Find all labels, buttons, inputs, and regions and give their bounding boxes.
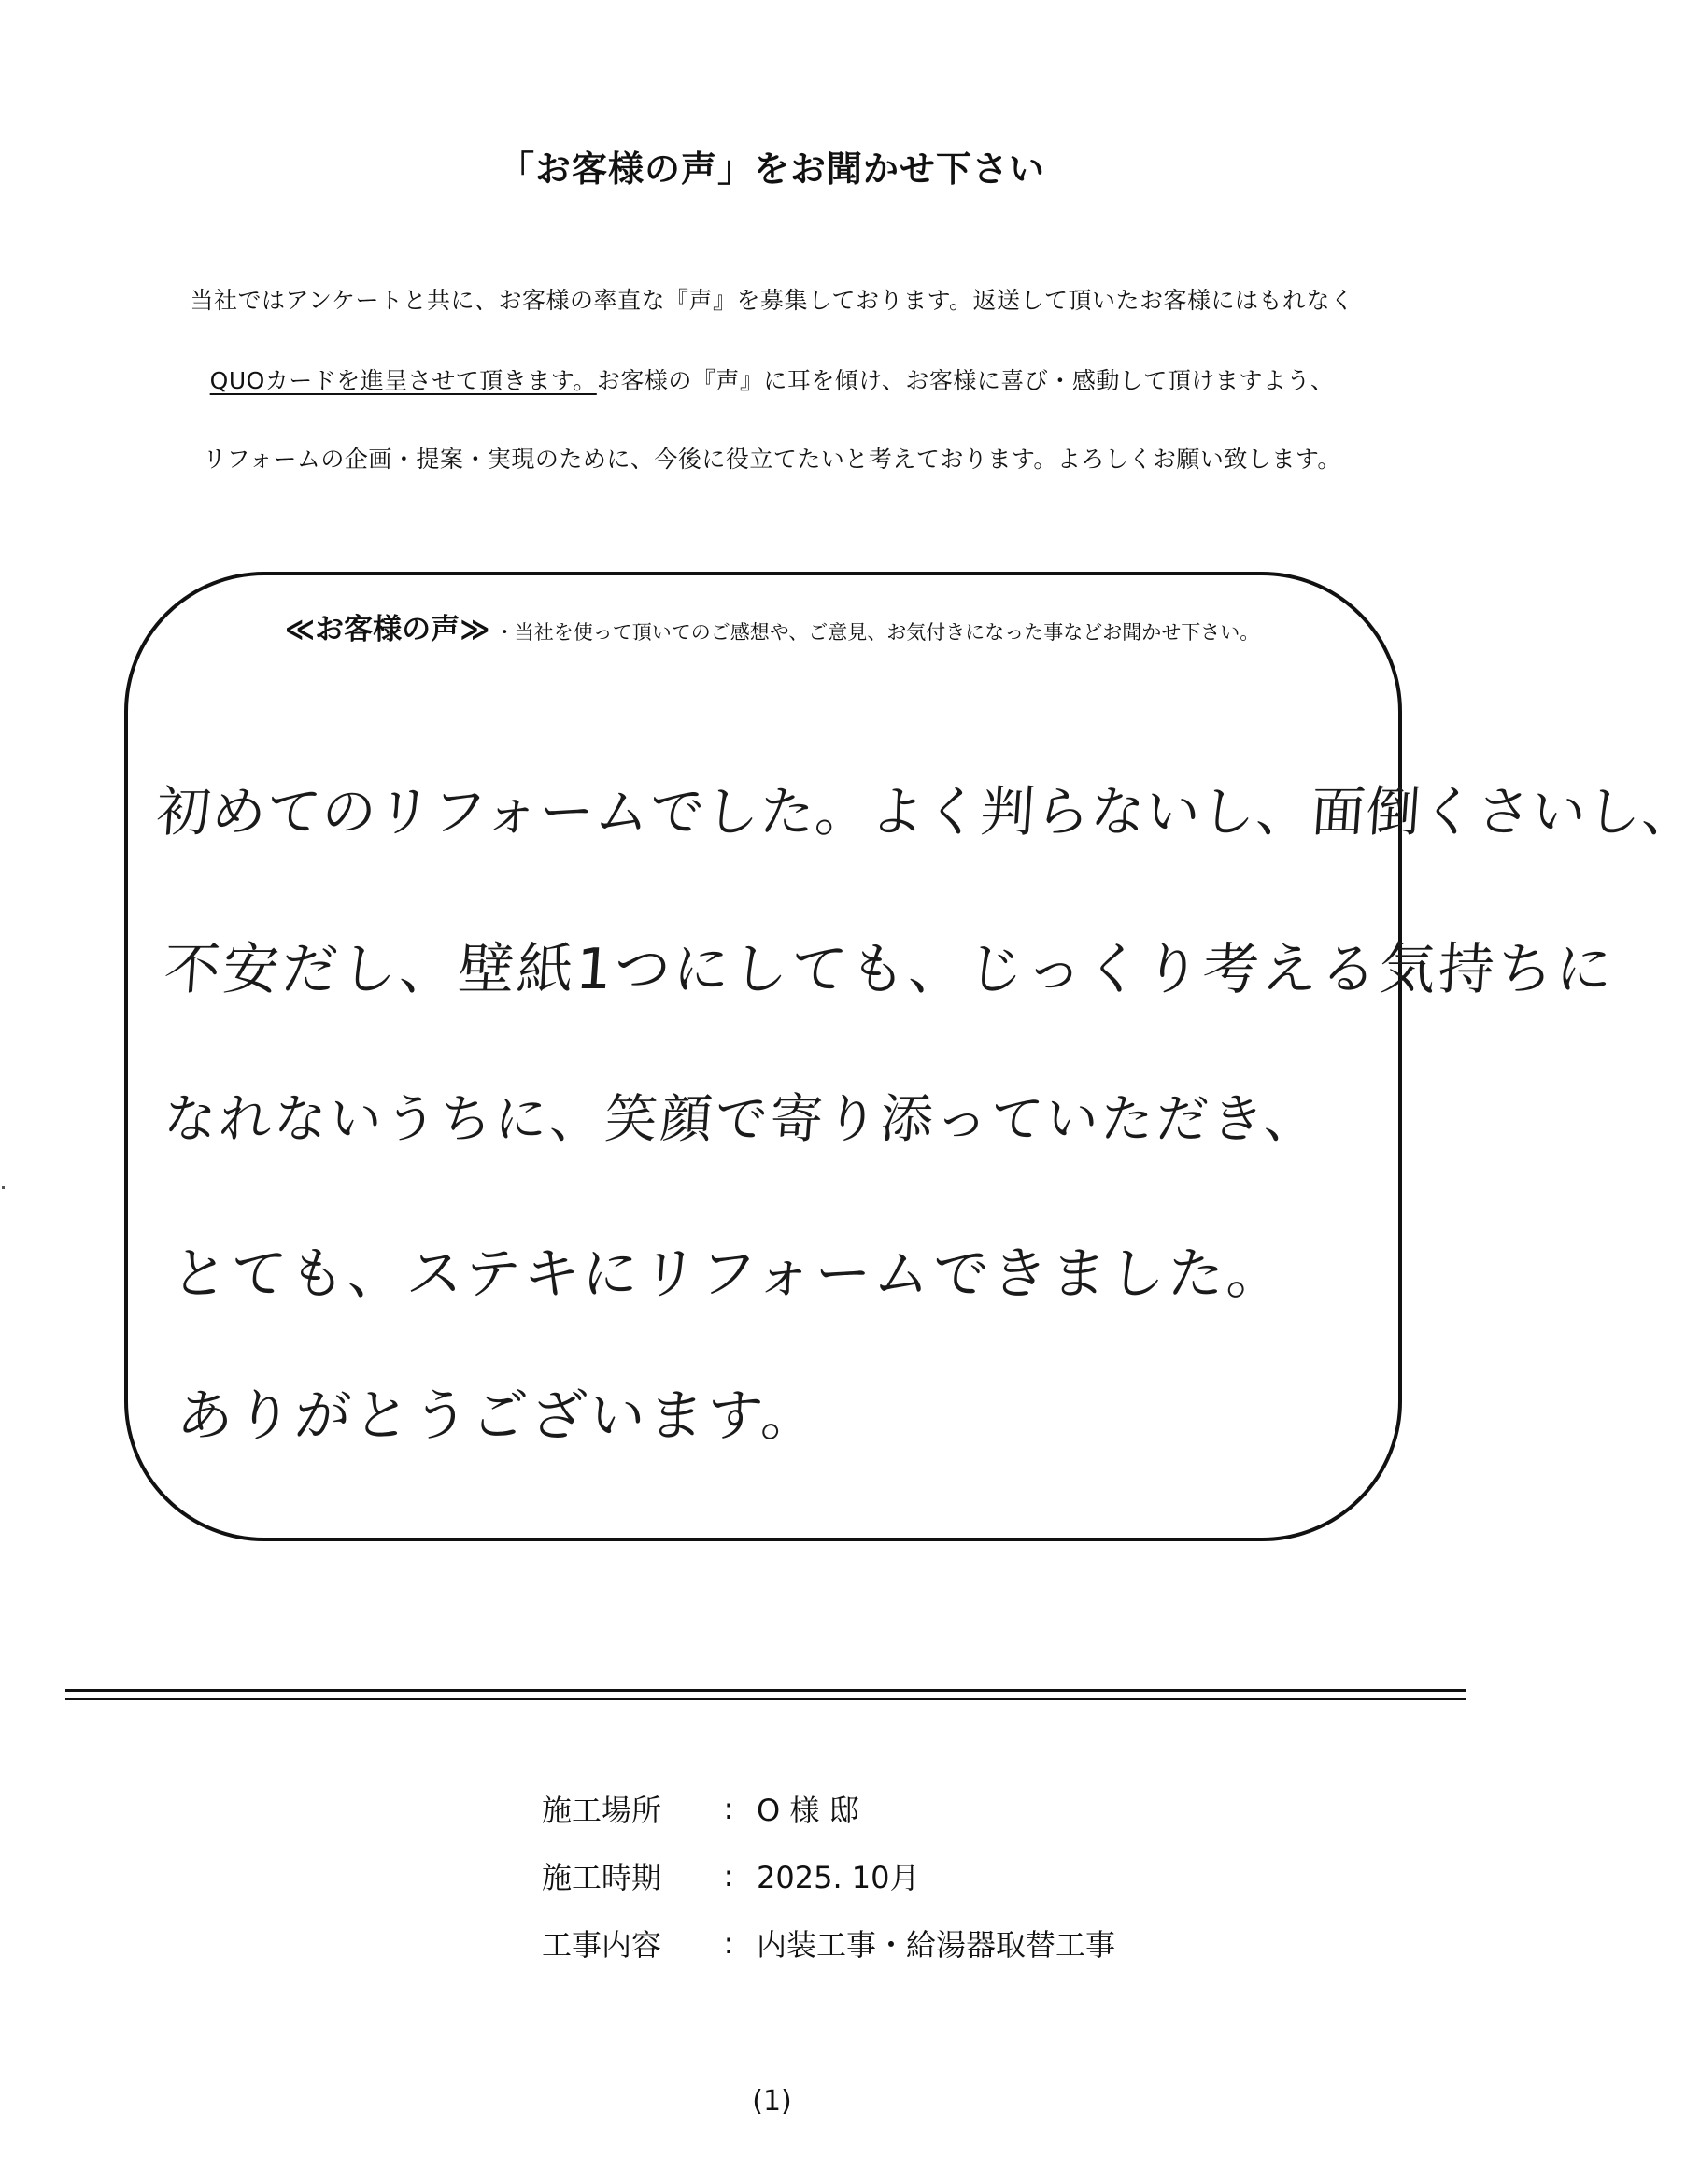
detail-row-content [542,1909,1115,1977]
voice-header [0,605,1544,647]
content-separator: : [723,1925,734,1961]
section-divider-secondary [65,1698,1466,1700]
period-value: 2025. 10月 [757,1860,920,1895]
handwritten-line-1: 初めてのリフォームでした。よく判らないし、面倒くさいし、 [154,780,1700,844]
section-divider [65,1689,1466,1692]
content-value: 内装工事・給湯器取替工事 [757,1927,1116,1963]
quo-card-notice: QUOカードを進呈させて頂きます。 [209,367,597,394]
handwritten-line-3: なれないうちに、笑顔で寄り添っていただき、 [162,1089,1322,1150]
location-separator: : [723,1791,734,1826]
page-number: (1) [752,2085,792,2118]
page-title: 「お客様の声」をお聞かせ下さい [498,149,1045,190]
location-label: 施工場所 [542,1793,662,1828]
intro-line-2-rest: お客様の『声』に耳を傾け、お客様に喜び・感動して頂けますよう、 [596,367,1335,394]
construction-details [542,1775,1115,1977]
detail-row-location [542,1775,1115,1842]
period-separator: : [723,1858,734,1893]
scan-mark [2,1186,5,1189]
content-label: 工事内容 [542,1927,662,1963]
intro-line-2 [0,362,1544,396]
intro-line-3: リフォームの企画・提案・実現のために、今後に役立てたいと考えております。よろしくお願い致します。 [203,446,1341,473]
voice-label: ≪お客様の声≫ [284,613,490,646]
detail-row-period [542,1842,1115,1909]
intro-line-1: 当社ではアンケートと共に、お客様の率直な『声』を募集しております。返送して頂いたお客様にはもれなく [190,287,1354,314]
location-value: O 様 邸 [757,1793,859,1828]
handwritten-line-5: ありがとうございます。 [175,1383,823,1449]
handwritten-line-4: とても、ステキにリフォームできました。 [169,1241,1288,1307]
period-label: 施工時期 [542,1860,662,1895]
voice-description: ・当社を使って頂いてのご感想や、ご意見、お気付きになった事などお聞かせ下さい。 [494,621,1260,644]
handwritten-line-2: 不安だし、壁紙1つにしても、じっくり考える気持ちに [162,937,1618,1002]
